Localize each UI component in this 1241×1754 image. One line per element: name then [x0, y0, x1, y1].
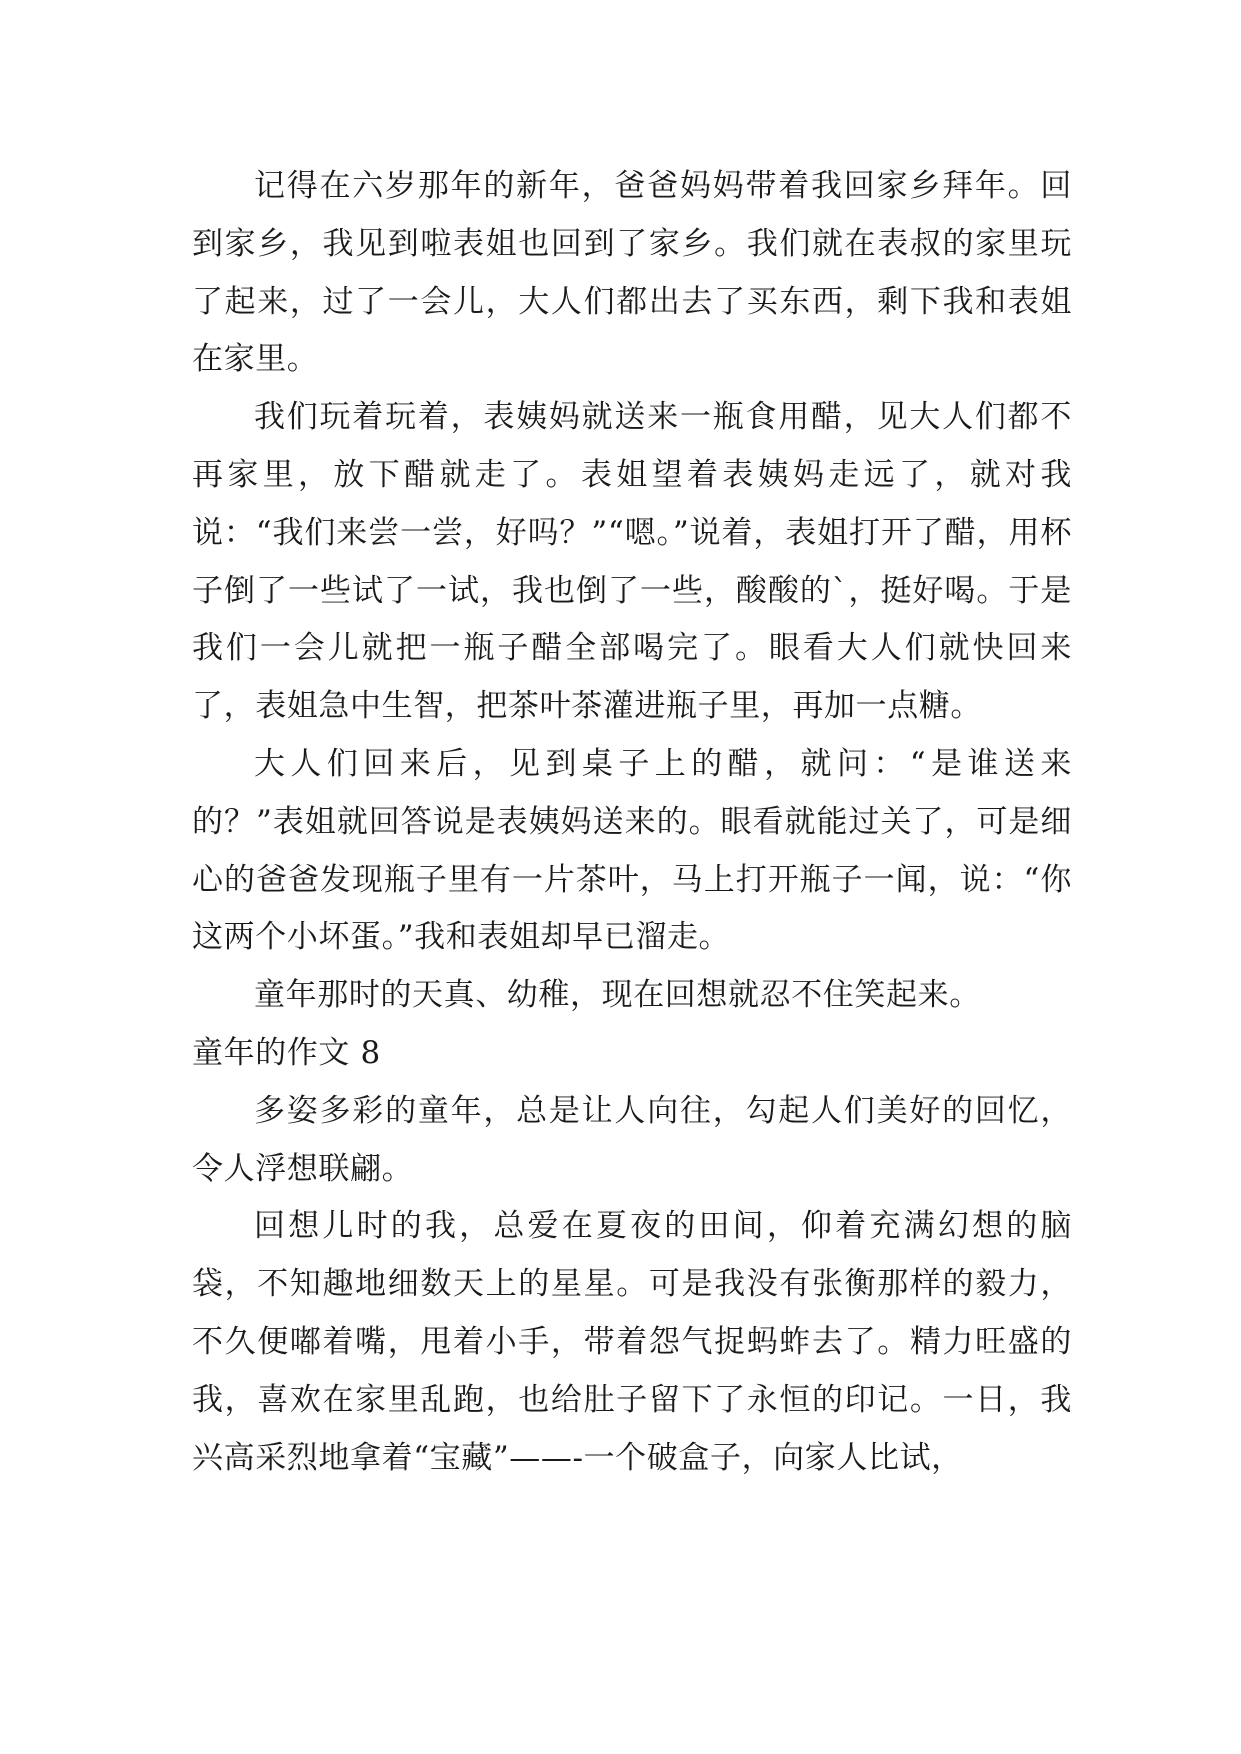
- paragraph-5: 多姿多彩的童年，总是让人向往，勾起人们美好的回忆，令人浮想联翩。: [192, 1092, 1072, 1187]
- section-heading: 童年的作文 8: [192, 1034, 381, 1071]
- paragraph-6: 回想儿时的我，总爱在夏夜的田间，仰着充满幻想的脑袋，不知趣地细数天上的星星。可是我没有张衡那样的毅力，不久便嘟着嘴，甩着小手，带着怨气捉蚂蚱去了。精力旺盛的我，喜欢在家里乱跑，也给肚子留下了永恒的印记。一日，我兴高采烈地拿着“宝藏”——-一个破盒子，向家人比试，: [192, 1208, 1072, 1476]
- paragraph-1: 记得在六岁那年的新年，爸爸妈妈带着我回家乡拜年。回到家乡，我见到啦表姐也回到了家乡。我们就在表叔的家里玩了起来，过了一会儿，大人们都出去了买东西，剩下我和表姐在家里。: [192, 168, 1072, 378]
- paragraph-4: 童年那时的天真、幼稚，现在回想就忍不住笑起来。: [254, 977, 981, 1014]
- paragraph-3: 大人们回来后，见到桌子上的醋，就问：“是谁送来的？”表姐就回答说是表姨妈送来的。眼看就能过关了，可是细心的爸爸发现瓶子里有一片茶叶，马上打开瓶子一闻，说：“你这两个小坏蛋。”我和表姐却早已溜走。: [192, 745, 1072, 956]
- paragraph-2: 我们玩着玩着，表姨妈就送来一瓶食用醋，见大人们都不再家里，放下醋就走了。表姐望着表姨妈走远了，就对我说：“我们来尝一尝，好吗？”“嗯。”说着，表姐打开了醋，用杯子倒了一些试了一试，我也倒了一些，酸酸的`，挺好喝。于是我们一会儿就把一瓶子醋全部喝完了。眼看大人们就快回来了，表姐急中生智，把茶叶茶灌进瓶子里，再加一点糖。: [192, 399, 1072, 725]
- document-body: [192, 158, 1072, 1487]
